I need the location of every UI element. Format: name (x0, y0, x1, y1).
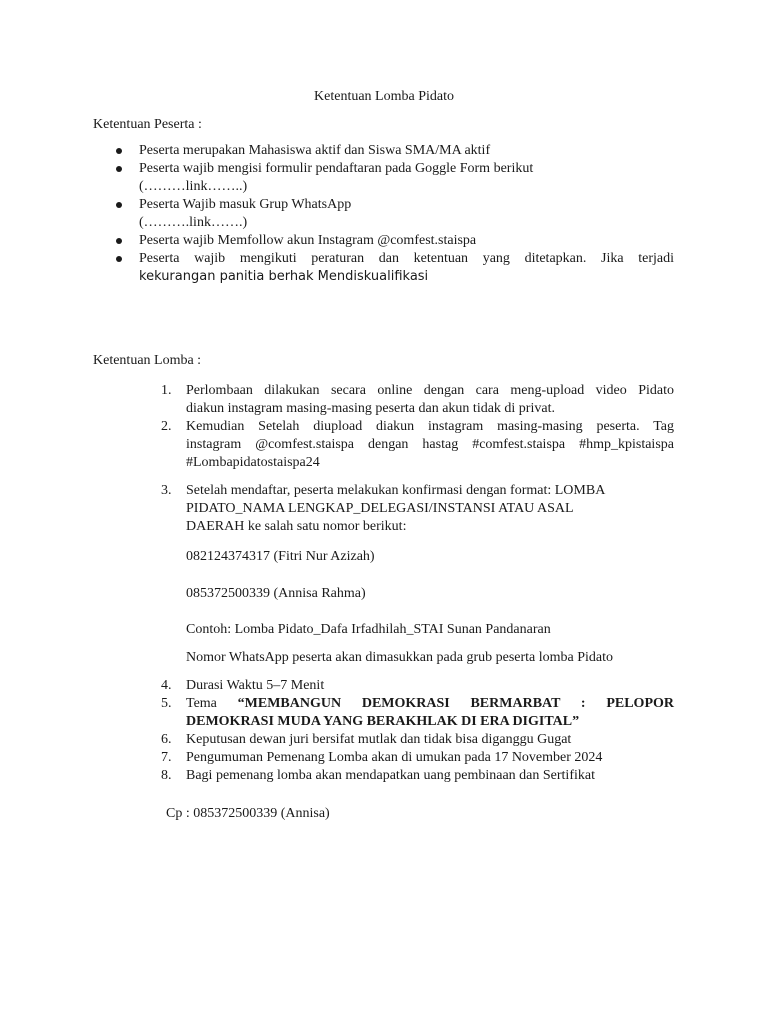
contact-person: Cp : 085372500339 (Annisa) (166, 806, 330, 821)
form-link-placeholder: (………link……..) (139, 179, 248, 194)
document-title: Ketentuan Lomba Pidato (314, 89, 454, 104)
lomba-item-2: 2. Kemudian Setelah diupload diakun instagram masing-masing peserta. Tag instagram @comfest.staispa dengan hastag #comfest.staispa #hmp_kpistaispa #Lombapidatostaispa24 (161, 419, 674, 470)
lomba-heading: Ketentuan Lomba : (93, 353, 202, 368)
lomba-item-7: 7. Pengumuman Pemenang Lomba akan di umukan pada 17 November 2024 (161, 750, 603, 765)
peserta-list (93, 142, 674, 286)
bullet-icon (116, 238, 122, 244)
list-item: Peserta wajib mengikuti peraturan dan ketentuan yang ditetapkan. Jika terjadi kekurangan panitia berhak Mendiskualifikasi (93, 250, 674, 286)
list-item: Peserta Wajib masuk Grup WhatsApp (……….link…….) (93, 196, 674, 232)
contact-fitri: 082124374317 (Fitri Nur Azizah) (186, 549, 375, 564)
whatsapp-link-placeholder: (……….link…….) (139, 215, 248, 230)
bullet-icon (116, 166, 122, 172)
lomba-item-6: 6. Keputusan dewan juri bersifat mutlak dan tidak bisa diganggu Gugat (161, 732, 572, 747)
lomba-item-8: 8. Bagi pemenang lomba akan mendapatkan uang pembinaan dan Sertifikat (161, 768, 595, 783)
theme-title: “MEMBANGUN DEMOKRASI BERMARBAT : PELOPOR (237, 696, 674, 711)
lomba-item-4: 4. Durasi Waktu 5–7 Menit (161, 678, 325, 693)
list-item: Peserta wajib Memfollow akun Instagram @comfest.staispa (93, 232, 674, 250)
lomba-item-3: 3. Setelah mendaftar, peserta melakukan konfirmasi dengan format: LOMBA PIDATO_NAMA LENGKAP_DELEGASI/INSTANSI ATAU ASAL DAERAH ke salah satu nomor berikut: (161, 483, 606, 534)
contact-annisa: 085372500339 (Annisa Rahma) (186, 586, 366, 601)
format-example: Contoh: Lomba Pidato_Dafa Irfadhilah_STAI Sunan Pandanaran (186, 622, 551, 637)
lomba-item-5: 5. Tema “MEMBANGUN DEMOKRASI BERMARBAT : PELOPOR DEMOKRASI MUDA YANG BERAKHLAK DI ERA DIGITAL” (161, 696, 674, 729)
whatsapp-group-note: Nomor WhatsApp peserta akan dimasukkan pada grub peserta lomba Pidato (186, 650, 614, 665)
lomba-item-1: 1. Perlombaan dilakukan secara online dengan cara meng-upload video Pidato diakun instagram masing-masing peserta dan akun tidak di privat. (161, 383, 674, 416)
peserta-heading: Ketentuan Peserta : (93, 117, 202, 132)
bullet-icon (116, 148, 122, 154)
bullet-icon (116, 256, 122, 262)
list-item: Peserta merupakan Mahasiswa aktif dan Siswa SMA/MA aktif (93, 142, 674, 160)
list-item: Peserta wajib mengisi formulir pendaftaran pada Goggle Form berikut (………link……..) (93, 160, 674, 196)
bullet-icon (116, 202, 122, 208)
